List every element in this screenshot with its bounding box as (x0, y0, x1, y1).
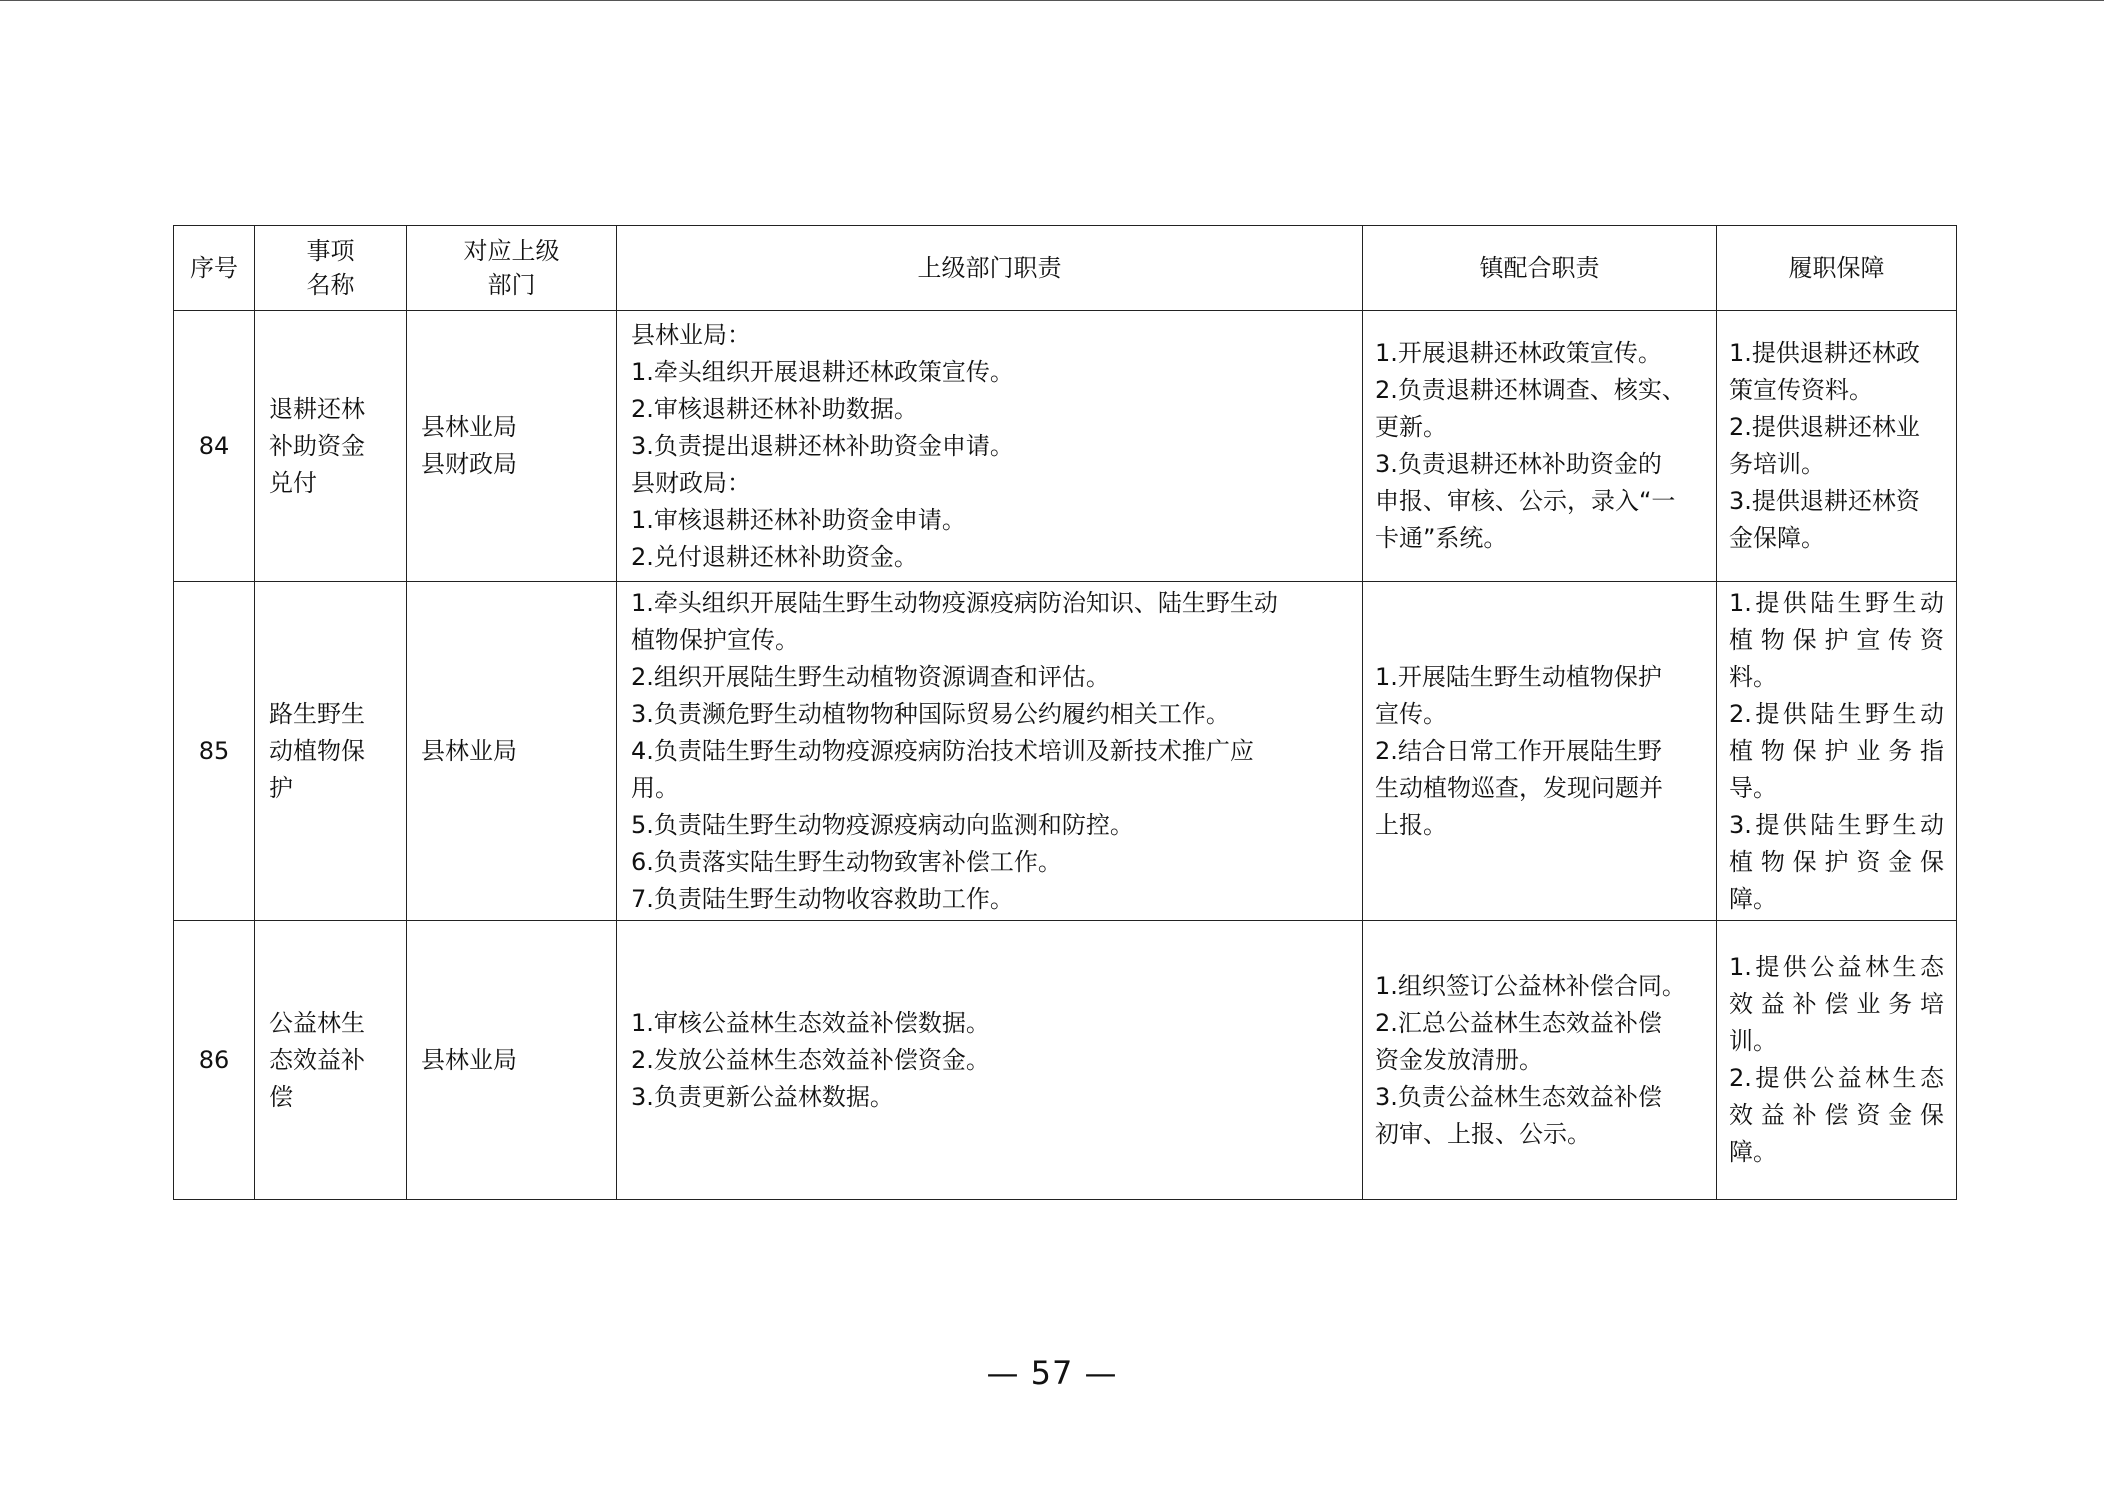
duty-guarantee: 1.提供退耕还林政 策宣传资料。 2.提供退耕还林业 务培训。 3.提供退耕还林资 金保障。 (1717, 311, 1957, 582)
item-name: 路生野生 动植物保 护 (255, 582, 407, 921)
table-row (174, 311, 1957, 582)
item-name: 退耕还林 补助资金 兑付 (255, 311, 407, 582)
table-row (174, 921, 1957, 1200)
row-number: 86 (174, 921, 255, 1200)
table-header-row (174, 226, 1957, 311)
town-duties: 1.组织签订公益林补偿合同。 2.汇总公益林生态效益补偿 资金发放清册。 3.负责公益林生态效益补偿 初审、上报、公示。 (1363, 921, 1717, 1200)
table-row (174, 582, 1957, 921)
superior-duties: 1.审核公益林生态效益补偿数据。 2.发放公益林生态效益补偿资金。 3.负责更新公益林数据。 (617, 921, 1363, 1200)
superior-duties: 县林业局： 1.牵头组织开展退耕还林政策宣传。 2.审核退耕还林补助数据。 3.负责提出退耕还林补助资金申请。 县财政局： 1.审核退耕还林补助资金申请。 2.兑付退耕还林补助资金。 (617, 311, 1363, 582)
header-town-duties: 镇配合职责 (1363, 226, 1717, 311)
superior-department: 县林业局 (407, 921, 617, 1200)
duty-guarantee: 1.提供陆生野生动 植物保护宣传资 料。 2.提供陆生野生动 植物保护业务指 导。 3.提供陆生野生动 植物保护资金保 障。 (1717, 582, 1957, 921)
header-item-name: 事项 名称 (255, 226, 407, 311)
header-no: 序号 (174, 226, 255, 311)
superior-department: 县林业局 (407, 582, 617, 921)
header-superior-duties: 上级部门职责 (617, 226, 1363, 311)
superior-duties: 1.牵头组织开展陆生野生动物疫源疫病防治知识、陆生野生动 植物保护宣传。 2.组织开展陆生野生动植物资源调查和评估。 3.负责濒危野生动植物物种国际贸易公约履约相关工作。 4.负责陆生野生动物疫源疫病防治技术培训及新技术推广应 用。 5.负责陆生野生动物疫源疫病动向监测和防控。 6.负责落实陆生野生动物致害补偿工作。 7.负责陆生野生动物收容救助工作。 (617, 582, 1363, 921)
page-number: — 57 — (986, 1354, 1118, 1392)
top-border-line (0, 0, 2104, 1)
town-duties: 1.开展退耕还林政策宣传。 2.负责退耕还林调查、核实、 更新。 3.负责退耕还林补助资金的 申报、审核、公示，录入“一 卡通”系统。 (1363, 311, 1717, 582)
header-guarantee: 履职保障 (1717, 226, 1957, 311)
header-superior-department: 对应上级 部门 (407, 226, 617, 311)
superior-department: 县林业局 县财政局 (407, 311, 617, 582)
duty-guarantee: 1.提供公益林生态 效益补偿业务培 训。 2.提供公益林生态 效益补偿资金保 障。 (1717, 921, 1957, 1200)
town-duties: 1.开展陆生野生动植物保护 宣传。 2.结合日常工作开展陆生野 生动植物巡查，发现问题并 上报。 (1363, 582, 1717, 921)
item-name: 公益林生 态效益补 偿 (255, 921, 407, 1200)
responsibility-table (173, 225, 1957, 1200)
row-number: 84 (174, 311, 255, 582)
row-number: 85 (174, 582, 255, 921)
